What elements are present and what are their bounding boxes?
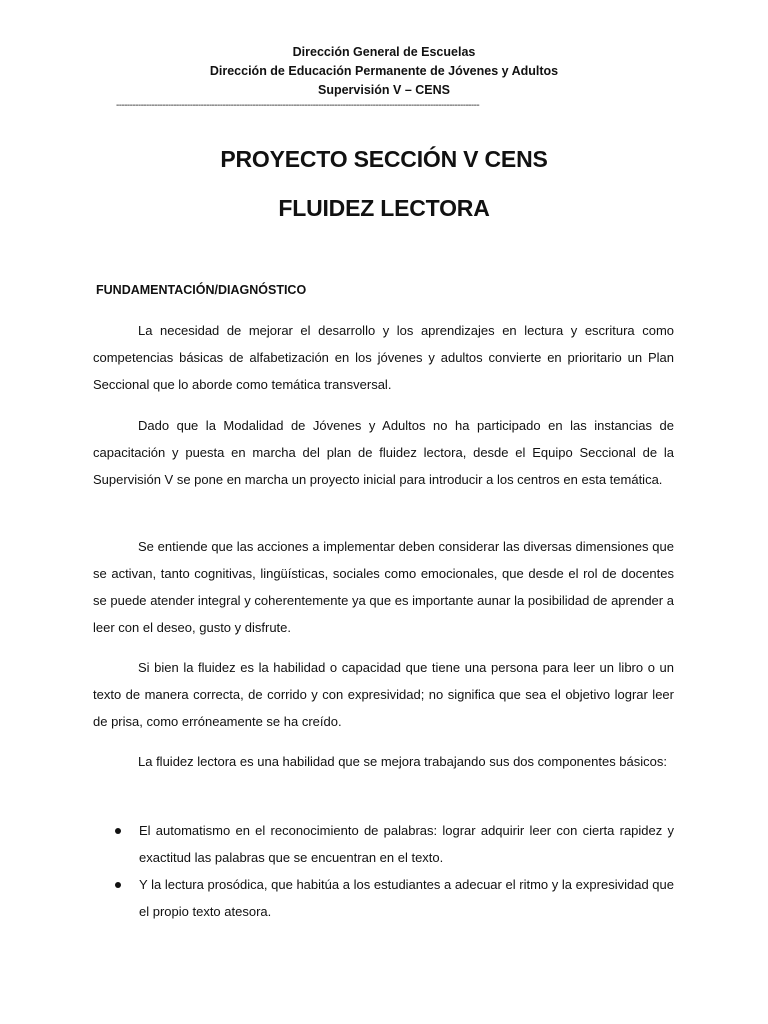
header-line-1: Dirección General de Escuelas (292, 45, 476, 59)
section-heading: FUNDAMENTACIÓN/DIAGNÓSTICO (96, 283, 307, 297)
document-title: PROYECTO SECCIÓN V CENS (220, 146, 548, 172)
list-item (93, 817, 674, 871)
paragraph-3: Se entiende que las acciones a implementar deben considerar las diversas dimensiones que se activan, tanto cognitivas, lingüísticas, sociales como emocionales, que desde el rol de docentes se puede atender integral y coherentemente ya que es importante aunar la posibilidad de aprender a leer con el deseo, gusto y disfrute. (93, 539, 674, 635)
bullet-icon (115, 882, 121, 888)
paragraph-1: La necesidad de mejorar el desarrollo y los aprendizajes en lectura y escritura como competencias básicas de alfabetización en los jóvenes y adultos convierte en prioritario un Plan Seccional que lo aborde como temática transversal. (93, 323, 674, 392)
document-subtitle: FLUIDEZ LECTORA (278, 195, 490, 221)
list-item-text: El automatismo en el reconocimiento de palabras: lograr adquirir leer con cierta rapidez y exactitud las palabras que se encuentran en el texto. (139, 823, 674, 865)
paragraph-5: La fluidez lectora es una habilidad que se mejora trabajando sus dos componentes básicos: (138, 754, 668, 769)
components-list (93, 817, 674, 925)
list-item-text: Y la lectura prosódica, que habitúa a los estudiantes a adecuar el ritmo y la expresividad que el propio texto atesora. (139, 877, 674, 919)
header-line-2: Dirección de Educación Permanente de Jóvenes y Adultos (209, 64, 559, 78)
bullet-icon (115, 828, 121, 834)
paragraph-2: Dado que la Modalidad de Jóvenes y Adultos no ha participado en las instancias de capacitación y puesta en marcha del plan de fluidez lectora, desde el Equipo Seccional de la Supervisión V se pone en marcha un proyecto inicial para introducir a los centros en esta temática. (93, 418, 674, 487)
list-item (93, 871, 674, 925)
institution-header (0, 43, 768, 100)
paragraph-4: Si bien la fluidez es la habilidad o capacidad que tiene una persona para leer un libro o un texto de manera correcta, de corrido y con expresividad; no significa que sea el objetivo lograr leer de prisa, como erróneamente se ha creído. (93, 660, 674, 729)
header-line-3: Supervisión V – CENS (318, 83, 450, 97)
header-dashed-rule: ------------------------------------------------------------------------------------------------------------------------------------- (116, 100, 480, 111)
